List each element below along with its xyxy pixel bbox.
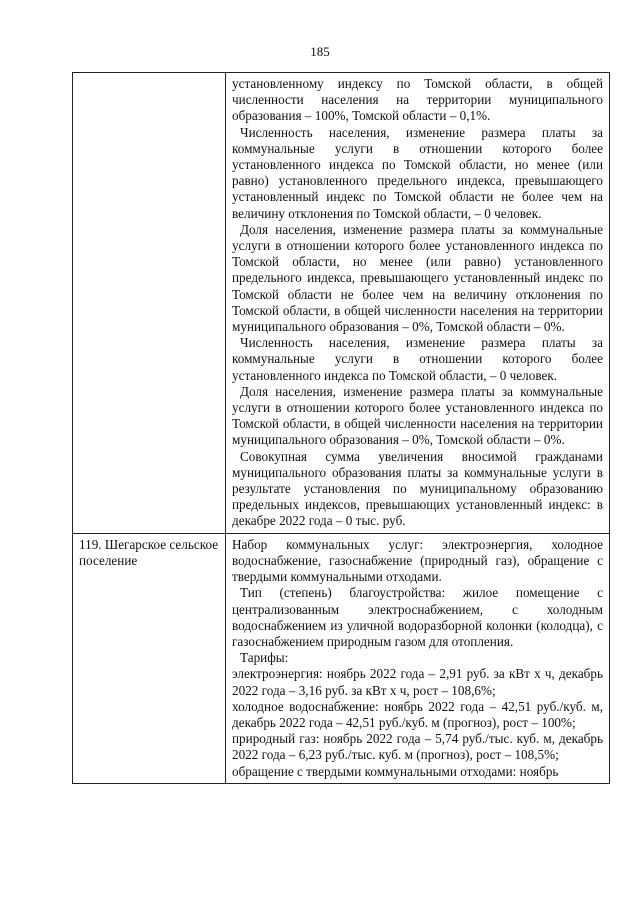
paragraph: установленному индексу по Томской области, в общей численности населения на территории муниципального образования – 100%, Томской области – 0,1%. — [232, 76, 603, 124]
paragraph: электроэнергия: ноябрь 2022 года – 2,91 руб. за кВт х ч, декабрь 2022 года – 3,16 руб. за кВт х ч, рост – 108,6%; — [232, 666, 603, 698]
paragraph: холодное водоснабжение: ноябрь 2022 года – 42,51 руб./куб. м, декабрь 2022 года – 42,51 руб./куб. м (прогноз), рост – 100%; — [232, 698, 603, 730]
description-cell — [226, 533, 610, 783]
municipality-cell — [73, 533, 226, 783]
paragraph: Численность населения, изменение размера платы за коммунальные услуги в отношении которого более установленного индекса по Томской области, – 0 человек. — [232, 335, 603, 383]
paragraph: Доля населения, изменение размера платы за коммунальные услуги в отношении которого более установленного индекса по Томской области, но менее (или равно) установленного предельного индекса, превышающего установленный индекс по Томской области не более чем на величину отклонения по Томской области, в общей численности населения на территории муниципального образования – 0%, Томской области – 0%. — [232, 221, 603, 335]
municipality-name: 119. Шегарское сельское поселение — [79, 536, 219, 568]
table-row — [73, 73, 610, 534]
paragraph: Совокупная сумма увеличения вносимой гражданами муниципального образования платы за коммунальные услуги в результате установления по муниципальному образованию предельных индексов, превышающих установленный индекс: в декабре 2022 года – 0 тыс. руб. — [232, 448, 603, 529]
paragraph: Набор коммунальных услуг: электроэнергия, холодное водоснабжение, газоснабжение (природный газ), обращение с твердыми коммунальными отходами. — [232, 536, 603, 585]
page-number: 185 — [310, 44, 330, 59]
table-row — [73, 533, 610, 783]
paragraph: Численность населения, изменение размера платы за коммунальные услуги в отношении которого более установленного индекса по Томской области, но менее (или равно) установленного предельного индекса, превышающего установленный индекс по Томской области не более чем на величину отклонения по Томской области, – 0 человек. — [232, 124, 603, 221]
paragraph: Тип (степень) благоустройства: жилое помещение с централизованным электроснабжением, с холодным водоснабжением из уличной водоразборной колонки (колодца), с газоснабжением природным газом для отопления. — [232, 585, 603, 649]
paragraph: природный газ: ноябрь 2022 года – 5,74 руб./тыс. куб. м, декабрь 2022 года – 6,23 руб./тыс. куб. м (прогноз), рост – 108,5%; — [232, 731, 603, 763]
paragraph: Тарифы: — [240, 650, 289, 666]
municipality-cell — [73, 73, 226, 534]
paragraph: Доля населения, изменение размера платы за коммунальные услуги в отношении которого более установленного индекса по Томской области, в общей численности населения на территории муниципального образования – 0%, Томской области – 0%. — [232, 383, 603, 448]
description-cell — [226, 73, 610, 534]
content-table — [72, 72, 610, 784]
paragraph: обращение с твердыми коммунальными отходами: ноябрь — [232, 763, 559, 779]
